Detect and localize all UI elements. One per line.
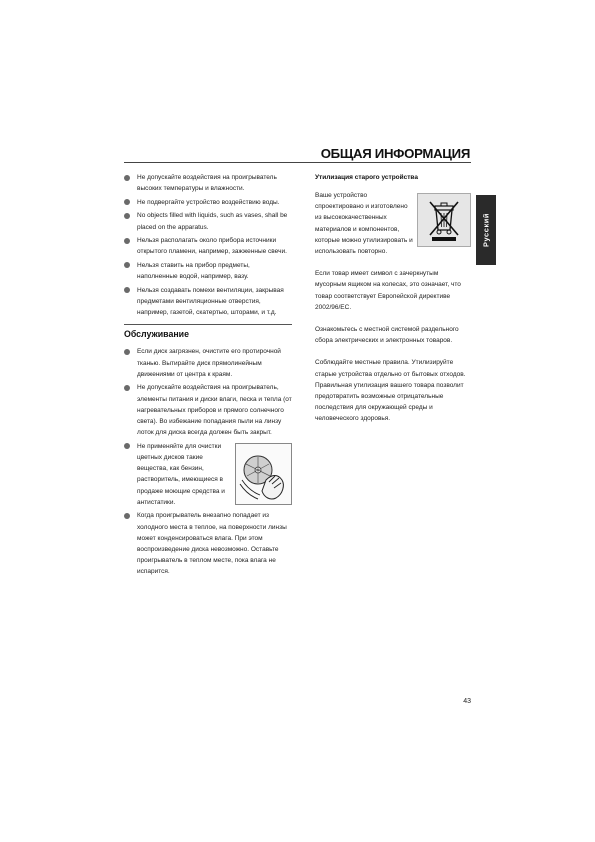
bullet-dot-icon xyxy=(124,349,130,355)
language-tab xyxy=(476,195,496,265)
disposal-paragraph: Ознакомьтесь с местной системой раздельного сбора электрических и электронных товаров. xyxy=(315,326,459,345)
disposal-paragraph: Соблюдайте местные правила. Утилизируйте старые устройства отдельно от бытовых отходов. Правильная утилизация вашего товара позволит предотвратить возможные отрицательные последствия для окружающей среды и человеческого здоровья. xyxy=(315,359,466,423)
bullet-dot-icon xyxy=(124,199,130,205)
list-item xyxy=(124,197,292,208)
list-item-text: Когда проигрыватель внезапно попадает из холодного места в теплое, на поверхности линзы может конденсироваться влага. При этом воспроизведение диска невозможно. Оставьте проигрыватель в теплом месте, пока влага не испарится. xyxy=(137,512,287,576)
disposal-intro-row xyxy=(315,187,471,257)
list-item xyxy=(124,172,292,194)
list-item-text: Если диск загрязнен, очистите его протирочной тканью. Вытирайте диск прямолинейным движениями от центра к краям. xyxy=(137,348,281,378)
list-item xyxy=(124,382,292,438)
disposal-heading: Утилизация старого устройства xyxy=(315,174,418,181)
list-item-text: Не допускайте воздействия на проигрыватель высоких температуры и влажности. xyxy=(137,174,277,193)
disposal-intro: Ваше устройство спроектировано и изготовлено из высококачественных материалов и компонентов, которые можно утилизировать и использовать повторно. xyxy=(315,192,413,256)
crossed-out-wheelie-bin-icon xyxy=(417,193,471,247)
disposal-paragraph: Если товар имеет символ с зачеркнутым мусорным ящиком на колесах, это означает, что товар соответствует Европейской директиве 2002/96/EC. xyxy=(315,270,461,311)
bullet-dot-icon xyxy=(124,287,130,293)
title-divider xyxy=(124,162,471,163)
section-divider xyxy=(124,324,292,325)
page-number: 43 xyxy=(463,698,471,705)
list-item xyxy=(124,235,292,257)
list-item xyxy=(124,285,292,319)
bullet-dot-icon xyxy=(124,238,130,244)
list-item xyxy=(124,346,292,380)
disc-cleaning-icon xyxy=(236,444,291,504)
list-item-text: Нельзя располагать около прибора источники открытого пламени, например, зажженные свечи. xyxy=(137,237,287,256)
cleaning-row xyxy=(137,441,292,508)
list-item xyxy=(124,510,292,577)
safety-list xyxy=(124,172,292,318)
list-item xyxy=(124,210,292,232)
bullet-dot-icon xyxy=(124,175,130,181)
right-column xyxy=(315,172,471,425)
maintenance-list xyxy=(124,346,292,577)
list-item-text: Нельзя ставить на прибор предметы, наполненные водой, например, вазу. xyxy=(137,261,250,281)
bullet-dot-icon xyxy=(124,385,130,391)
bullet-dot-icon xyxy=(124,513,130,519)
language-tab-label: Русский xyxy=(481,212,491,248)
disc-cleaning-illustration xyxy=(235,443,292,505)
list-item-text: No objects filled with liquids, such as vases, shall be placed on the apparatus. xyxy=(137,212,288,231)
list-item-text: Не допускайте воздействия на проигрыватель, элементы питания и диски влаги, песка и тепла (от нагревательных приборов и прямого солнечного света). Во избежание попадания пыли на линзу лоток для диска всегда должен быть закрыт. xyxy=(137,384,292,437)
left-column xyxy=(124,172,292,580)
list-item-text: Нельзя создавать помехи вентиляции, закрывая предметами вентиляционные отверстия, например, газетой, скатертью, шторами, и т.д. xyxy=(137,286,284,317)
bullet-dot-icon xyxy=(124,213,130,219)
maintenance-heading: Обслуживание xyxy=(124,329,189,340)
page-title: ОБЩАЯ ИНФОРМАЦИЯ xyxy=(320,146,470,161)
list-item-text: Не подвергайте устройство воздействию воды. xyxy=(137,198,280,206)
list-item xyxy=(124,260,292,282)
bullet-dot-icon xyxy=(124,262,130,268)
list-item-text: Не применяйте для очистки цветных дисков такие вещества, как бензин, растворитель, имеющиеся в продаже моющие средства и антистатики. xyxy=(137,442,225,506)
bullet-dot-icon xyxy=(124,443,130,449)
list-item xyxy=(124,441,292,508)
